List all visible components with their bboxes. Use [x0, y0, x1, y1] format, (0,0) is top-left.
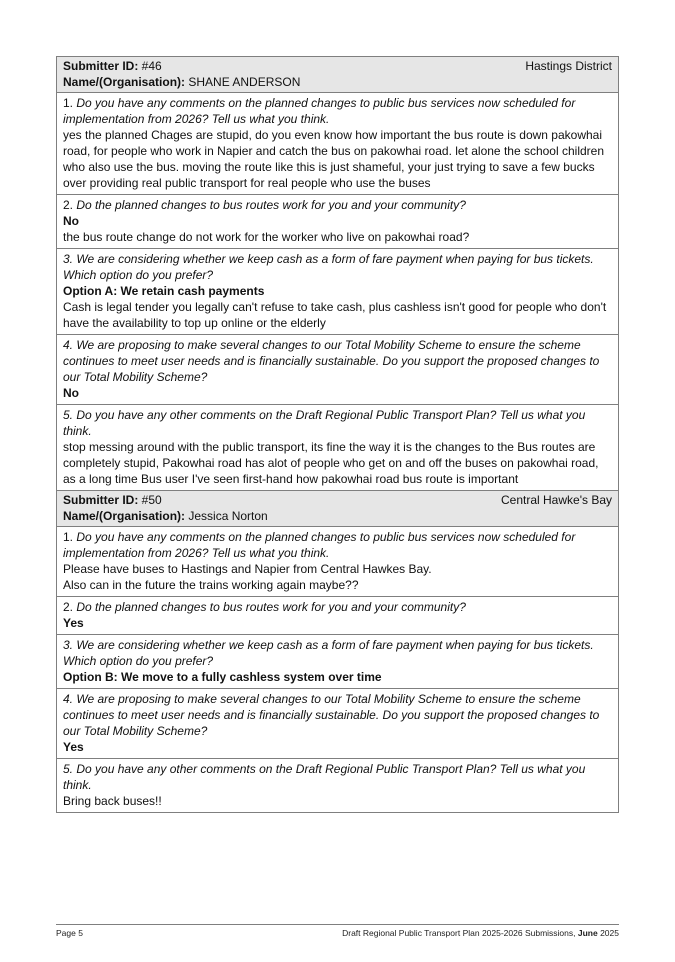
submitter-id: Submitter ID: #50: [63, 493, 162, 507]
answer-4-choice: Yes: [63, 740, 84, 754]
submitter-district: Central Hawke's Bay: [501, 493, 612, 507]
answer-3-choice: Option B: We move to a fully cashless system over time: [63, 670, 382, 684]
question-1: 1. Do you have any comments on the planned changes to public bus services now scheduled for implementation from 2026? Tell us what you think. Please have buses to Hastings and Napier from Central Hawkes Bay. Also can in the future the trains working again maybe??: [57, 527, 618, 597]
question-5: 5. Do you have any other comments on the Draft Regional Public Transport Plan? Tell us what you think. Bring back buses!!: [57, 759, 618, 812]
answer-3: Cash is legal tender you legally can't refuse to take cash, plus cashless isn't good for people who don't have the availability to top up online or the elderly: [63, 300, 607, 330]
submitter-name: Name/(Organisation): Jessica Norton: [63, 509, 268, 523]
page-footer: [56, 924, 619, 938]
question-1: 1. Do you have any comments on the planned changes to public bus services now scheduled for implementation from 2026? Tell us what you think. yes the planned Chages are stupid, do you even know how important the bus route is down pakowhai road, for people who work in Napier and catch the bus on pakowhai road. let alone the school children who also use the bus. moving the route like this is just shameful, your just trying to save a few bucks over providing real public transport for real people who use the buses: [57, 93, 618, 195]
answer-2-choice: No: [63, 214, 79, 228]
submitter-name: Name/(Organisation): SHANE ANDERSON: [63, 75, 301, 89]
submission-46: [56, 56, 619, 490]
submitter-id: Submitter ID: #46: [63, 59, 162, 73]
answer-3-choice: Option A: We retain cash payments: [63, 284, 265, 298]
question-2: 2. Do the planned changes to bus routes work for you and your community? No the bus route change do not work for the worker who live on pakowhai road?: [57, 195, 618, 249]
page-number: Page 5: [56, 928, 83, 938]
question-4: 4. We are proposing to make several changes to our Total Mobility Scheme to ensure the scheme continues to meet user needs and is financially sustainable. Do you support the proposed changes to our Total Mobility Scheme? No: [57, 335, 618, 405]
question-5: 5. Do you have any other comments on the Draft Regional Public Transport Plan? Tell us what you think. stop messing around with the public transport, its fine the way it is the changes to the Bus routes are completely stupid, Pakowhai road has alot of people who get on and off the buses on pakowhai road, as a long time Bus user I've seen first-hand how pakowhai road bus route is important: [57, 405, 618, 490]
answer-5: Bring back buses!!: [63, 794, 162, 808]
answer-1-line2: Also can in the future the trains working again maybe??: [63, 578, 359, 592]
answer-4-choice: No: [63, 386, 79, 400]
question-3: 3. We are considering whether we keep cash as a form of fare payment when paying for bus tickets. Which option do you prefer? Option B: We move to a fully cashless system over time: [57, 635, 618, 689]
submitter-header: [57, 491, 618, 527]
submission-50: [56, 490, 619, 813]
question-2: 2. Do the planned changes to bus routes work for you and your community? Yes: [57, 597, 618, 635]
answer-1: Please have buses to Hastings and Napier from Central Hawkes Bay.: [63, 562, 432, 576]
answer-2-choice: Yes: [63, 616, 84, 630]
submitter-district: Hastings District: [525, 59, 612, 73]
answer-1: yes the planned Chages are stupid, do you even know how important the bus route is down pakowhai road, for people who work in Napier and catch the bus on pakowhai road. let alone the school children who also use the bus. moving the route like this is just shameful, your just trying to save a few bucks over providing real public transport for real people who use the buses: [63, 128, 605, 190]
document-page: [56, 56, 619, 813]
question-4: 4. We are proposing to make several changes to our Total Mobility Scheme to ensure the scheme continues to meet user needs and is financially sustainable. Do you support the proposed changes to our Total Mobility Scheme? Yes: [57, 689, 618, 759]
answer-5: stop messing around with the public transport, its fine the way it is the changes to the Bus routes are completely stupid, Pakowhai road has alot of people who get on and off the buses on pakowhai road, as a long time Bus user I've seen first-hand how pakowhai road bus route is important: [63, 440, 599, 486]
question-3: 3. We are considering whether we keep cash as a form of fare payment when paying for bus tickets. Which option do you prefer? Option A: We retain cash payments Cash is legal tender you legally can't refuse to take cash, plus cashless isn't good for people who don't have the availability to top up online or the elderly: [57, 249, 618, 335]
answer-2: the bus route change do not work for the worker who live on pakowhai road?: [63, 230, 470, 244]
footer-title: Draft Regional Public Transport Plan 2025-2026 Submissions, June 2025: [342, 928, 619, 938]
submitter-header: [57, 57, 618, 93]
